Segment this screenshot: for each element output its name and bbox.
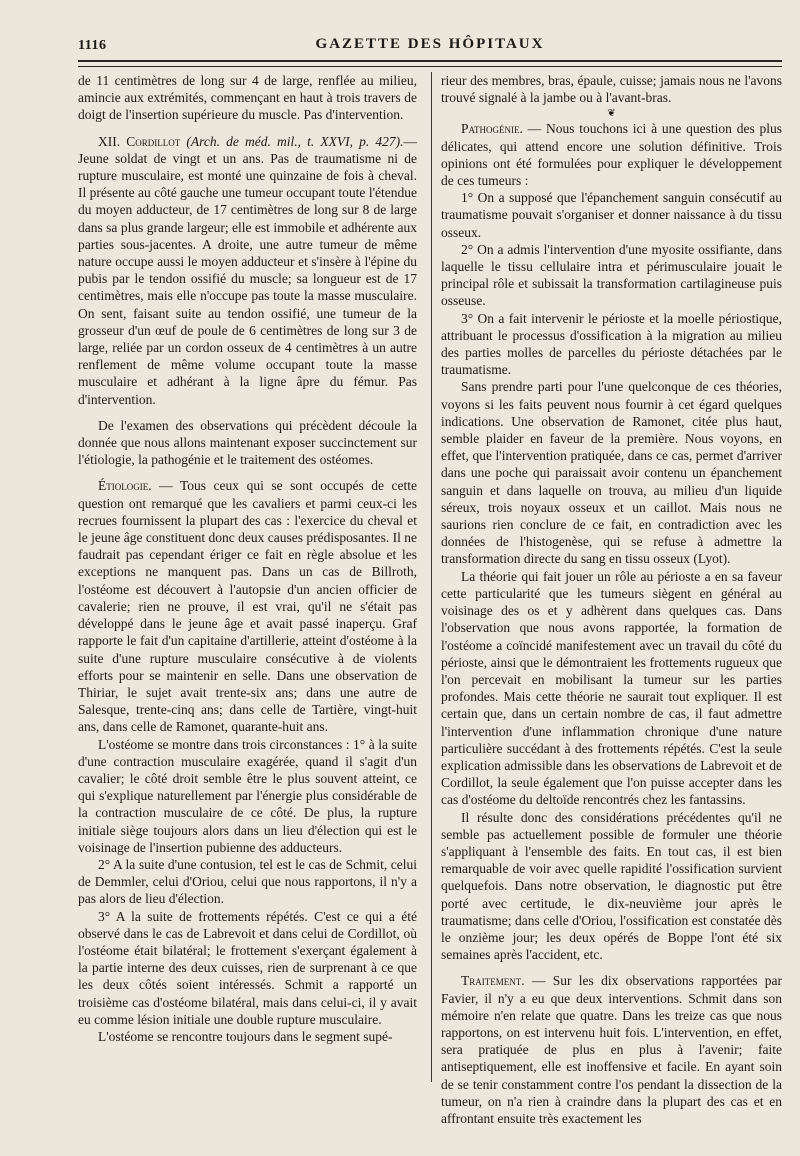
observation-label: XII. Cordillot	[98, 133, 181, 149]
section-heading: Étiologie.	[98, 478, 152, 494]
paragraph: rieur des membres, bras, épaule, cuisse; jamais nous ne l'avons trouvé signalé à la jambe ou à l'avant-bras.	[441, 73, 782, 106]
paragraph-text: — Jeune soldat de vingt et un ans. Pas de traumatisme ni de rupture musculaire, est monté une quinzaine de fois à cheval. Il présente au côté gauche une tumeur occupant toute l'étendue du moyen adducteur, de 17 centimètres de long sur 8 de large dans sa plus grande largeur; elle est immobile et adhérente aux parties sous-jacentes. A droite, une autre tumeur de même nature occupe aussi le moyen adducteur et s'insère à l'épine du pubis par le tendon ossifié du muscle; sa longueur est de 17 centimètres, mais elle n'occupe pas toute la masse musculaire. On sent, faisant suite au tendon ossifié, une tumeur de la grosseur d'un œuf de poule de 6 centimètres de long sur 3 de large, reliée par un cordon osseux de 4 centimètres à un autre renflement de même volume occupant toute la masse musculaire et adhérant à la ligne âpre du fémur. Pas d'intervention.	[78, 133, 418, 407]
paragraph: 2° A la suite d'une contusion, tel est le cas de Schmit, celui de Demmler, celui d'Oriou, celui que nous rapportons, il n'y a pas alors de lieu d'élection.	[78, 856, 417, 907]
paragraph: 2° On a admis l'intervention d'une myosite ossifiante, dans laquelle le tissu cellulaire intra et périmusculaire jouait le principal rôle et subissait la transformation cartilagineuse puis osseuse.	[441, 241, 782, 309]
paragraph: Il résulte donc des considérations précédentes qu'il ne semble pas actuellement possible de formuler une théorie s'appliquant à l'ensemble des faits. En tout cas, il est bien remarquable de voir avec quelle rapidité l'ossification survient quelquefois. Dans notre observation, le diagnostic put être porté avec certitude, le dix-neuvième jour après le traumatisme; dans celle d'Oriou, l'ossification est constatée dès le onzième jour; les deux opérés de Boppe l'ont été six semaines après l'accident, etc.	[441, 809, 782, 963]
paragraph: L'ostéome se montre dans trois circonstances : 1° à la suite d'une contraction musculaire exagérée, quand il s'agit d'un cavalier; le côté droit semble être le plus souvent atteint, ce qui s'explique naturellement par l'énergie plus considérable de la contraction musculaire de ce côté. De plus, la rupture initiale siège toujours alors dans un lieu d'élection qui est le voisinage de l'insertion pubienne des adducteurs.	[78, 736, 417, 855]
paragraph: 1° On a supposé que l'épanchement sanguin consécutif au traumatisme pouvait s'organiser et donner naissance à du tissu osseux.	[441, 190, 782, 240]
section-heading: Pathogénie.	[461, 121, 523, 137]
observation-xii	[78, 133, 417, 408]
journal-title: GAZETTE DES HÔPITAUX	[315, 36, 545, 52]
section-etiologie	[78, 477, 417, 735]
paragraph: 3° A la suite de frottements répétés. C'est ce qui a été observé dans le cas de Labrevoit et dans celui de Cordillot, où l'ostéome était bilatéral; le frottement s'exerçant également à la partie interne des deux cuisses, rien de surprenant à ce que les deux côtés soient intéressés. Schmit a rapporté un troisième cas d'ostéome bilatéral, mais dans celui-ci, il y avait eu comme lésion initiale une double rupture musculaire.	[78, 908, 417, 1027]
section-pathogenie	[441, 120, 782, 189]
paragraph: Sans prendre parti pour l'une quelconque de ces théories, voyons si les faits peuvent nous fournir à cet égard quelques indications. Une observation de Ramonet, citée plus haut, semble plaider en faveur de la première. Nous voyons, en effet, que l'intervention pratiquée, dans ce cas, permet d'arriver dans une poche qui paraissait avoir contenu un épanchement sanguin et dans laquelle on trouva, au milieu d'un liquide séreux, trois noyaux osseux et un caillot. Mais nous ne saurions rien conclure de ce fait, en contradiction avec les données de l'histogenèse, qui se refuse à admettre la transformation directe du sang en tissu osseux (Lyot).	[441, 379, 782, 567]
paragraph-text: — Tous ceux qui se sont occupés de cette question ont remarqué que les cavaliers et parmi ceux-ci les recrues fournissent la plupart des cas : l'exercice du cheval et le jeune âge constituent donc deux causes prédisposantes. Il ne faudrait pas cependant ériger ce fait en règle absolue et les exceptions ne manquent pas. Dans un cas de Billroth, l'ostéome est découvert à l'autopsie d'un ancien officier de cavalerie; rien ne prouve, il est vrai, qu'il ne s'était pas développé dans le jeune âge et avait passé inaperçu. Graf rapporte le fait d'un capitaine d'artillerie, atteint d'ostéome à la suite d'une rupture musculaire consécutive à de violents efforts pour se maintenir en selle. Dans une observation de Thiriar, le sujet avait trente-six ans; dans une autre de Salesque, trente-cinq ans; dans celle de Tartière, vingt-huit ans, dans celle de Ramonet, quarante-huit ans.	[78, 478, 418, 735]
paragraph: L'ostéome se rencontre toujours dans le segment supé-	[98, 1028, 393, 1044]
section-traitement	[441, 972, 782, 1127]
paragraph-text: — Sur les dix observations rapportées par Favier, il n'y a eu que deux interventions. Schmit dans son mémoire n'en relate que quatre. Dans les treize cas que nous rapportons, on est intervenu huit fois. L'intervention, en effet, sera pratiquée de plus en plus à l'avenir; faite antiseptiquement, elle est inoffensive et facile. En ayant soin de se tenir constamment contre l'os pendant la dissection de la tumeur, on n'a rien à craindre dans la plupart des cas et en affrontant ensuite très exactement les	[441, 973, 782, 1126]
page-header	[78, 36, 782, 58]
paragraph: De l'examen des observations qui précèdent découle la donnée que nous allons maintenant exposer succinctement sur l'étiologie, la pathogénie et le traitement des ostéomes.	[78, 417, 417, 468]
citation: (Arch. de méd. mil., t. XXVI, p. 427).	[186, 133, 404, 149]
left-column	[78, 72, 417, 1045]
section-heading: Traitement.	[461, 973, 525, 989]
header-rule-thin	[78, 66, 782, 67]
page-number: 1116	[78, 38, 107, 53]
column-divider	[431, 72, 432, 1082]
paragraph: La théorie qui fait jouer un rôle au périoste a en sa faveur cette particularité que les tumeurs siègent en général au voisinage des os et y adhèrent dans quelques cas. Dans l'observation que nous avons rapportée, la formation de l'ostéome a coïncidé manifestement avec un travail du côté du périoste, ainsi que le démontraient les frottements rugueux que l'on percevait en mobilisant la tumeur sur les parties profondes. Mais cette théorie ne saurait tout expliquer. Il est certain que, dans un certain nombre de cas, il faut admettre l'intervention d'une inflammation chronique d'une nature particulière succédant à des frottements répétés. C'est la seule explication admissible dans les observations de Labrevoit et de Cordillot, la seule également que l'on puisse accepter dans les cas d'ostéome du deltoïde rencontrés chez les fantassins.	[441, 568, 782, 808]
header-rule-thick	[78, 60, 782, 62]
paragraph: 3° On a fait intervenir le périoste et la moelle périostique, attribuant le processus d'ossification à la migration au milieu des parties molles de parcelles du périoste détachées par le traumatisme.	[441, 310, 782, 378]
ornament-icon: ❦	[607, 108, 616, 120]
paragraph-text: — Nous touchons ici à une question des plus délicates, qui attend encore une solution définitive. Trois opinions ont été formulées pour expliquer le développement de ces tumeurs :	[441, 121, 782, 189]
paragraph: de 11 centimètres de long sur 4 de large, renflée au milieu, amincie aux extrémités, commençant en haut à trois travers de doigt de l'insertion supérieure du muscle. Pas d'intervention.	[78, 73, 417, 123]
right-column	[441, 72, 782, 1127]
